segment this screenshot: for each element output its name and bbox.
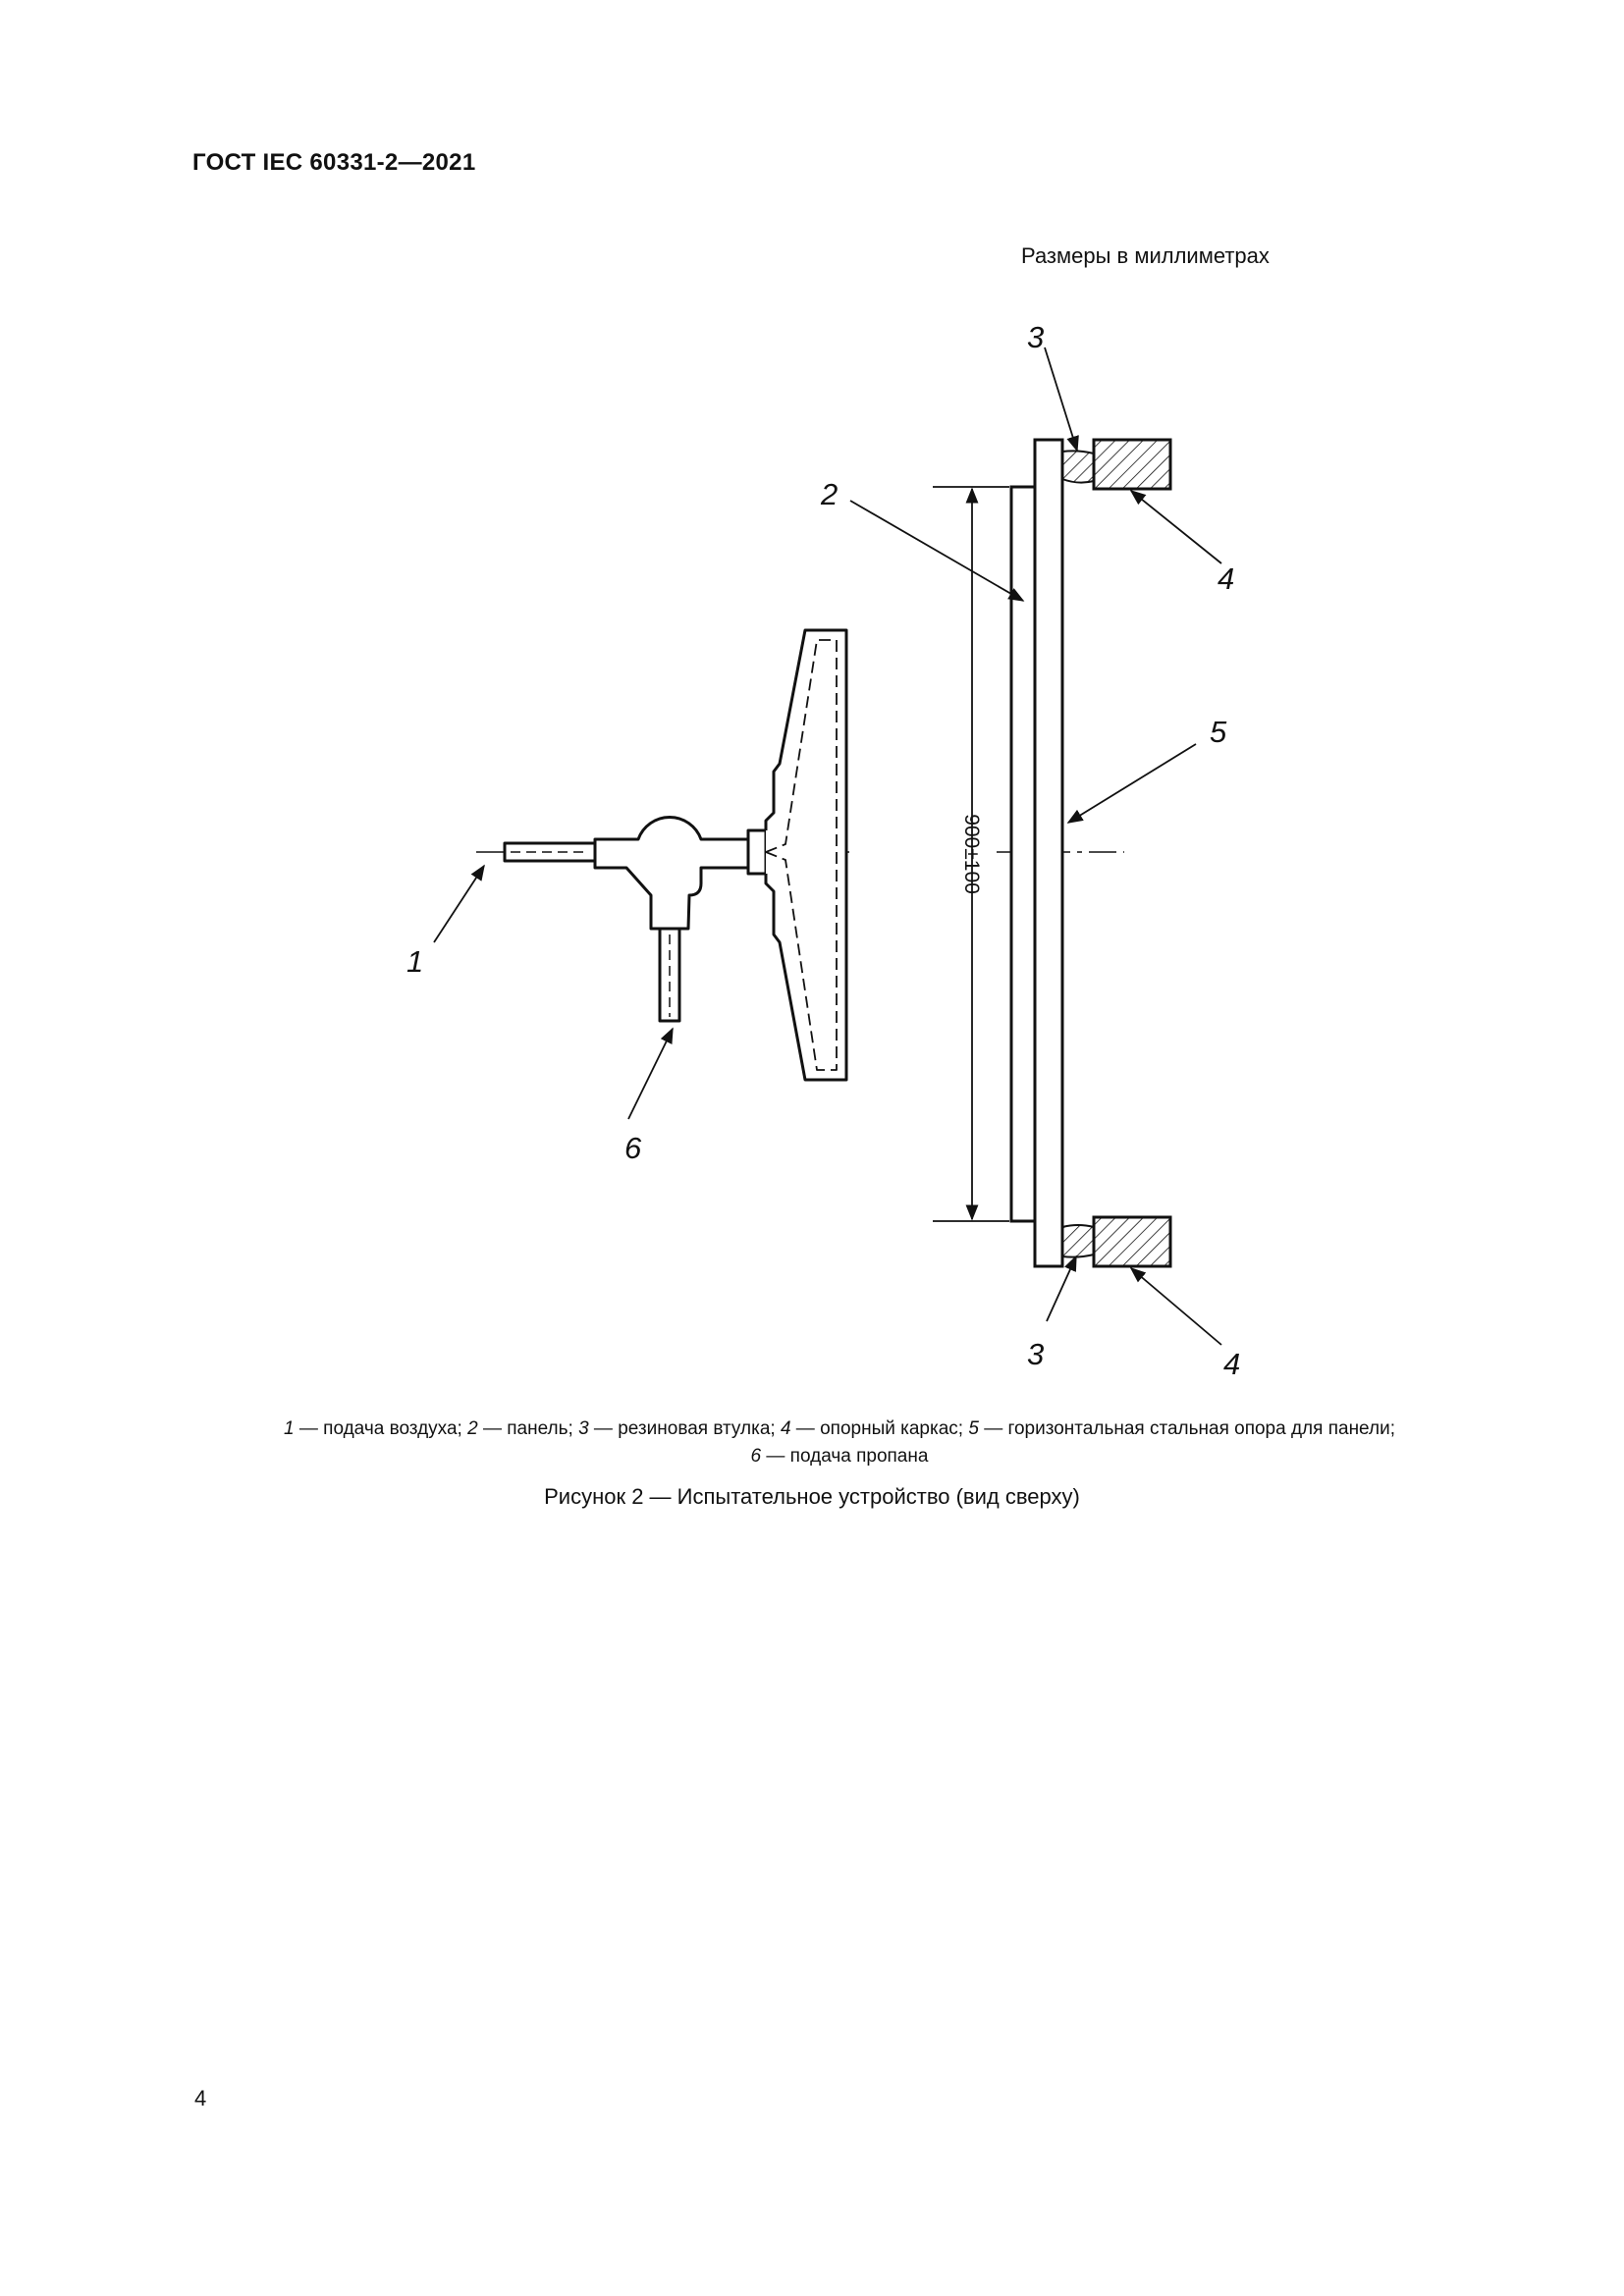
callout-3-top: 3 <box>1027 320 1045 354</box>
frame-bottom <box>1094 1217 1170 1266</box>
callout-3-bottom: 3 <box>1027 1337 1045 1371</box>
legend-item-1: 1 — подача воздуха; <box>284 1418 468 1439</box>
callout-6: 6 <box>624 1131 642 1165</box>
legend-item-4: 4 — опорный каркас; <box>780 1418 969 1439</box>
document-header: ГОСТ IEC 60331-2—2021 <box>192 149 476 176</box>
steel-support <box>1035 440 1062 1266</box>
dimension-label: 900±100 <box>960 814 983 894</box>
burner-assembly <box>505 630 846 1080</box>
dimensions-note: Размеры в миллиметрах <box>1021 243 1270 268</box>
callout-5: 5 <box>1210 715 1227 749</box>
callout-4-top: 4 <box>1218 561 1235 596</box>
panel <box>1011 487 1035 1221</box>
legend-item-5: 5 — горизонтальная стальная опора для панели; <box>968 1418 1395 1439</box>
page-number: 4 <box>194 2086 207 2110</box>
callout-4-bottom: 4 <box>1223 1347 1241 1381</box>
figure-legend <box>157 1415 1522 1470</box>
frame-top <box>1094 440 1170 489</box>
legend-item-6: 6 — подача пропана <box>750 1446 929 1467</box>
mixer-body <box>595 817 748 929</box>
bushing-bottom <box>1062 1225 1094 1257</box>
figure-caption: Рисунок 2 — Испытательное устройство (вид сверху) <box>544 1484 1080 1509</box>
legend-item-3: 3 — резиновая втулка; <box>578 1418 781 1439</box>
legend-item-2: 2 — панель; <box>467 1418 579 1439</box>
burner-neck <box>748 830 766 874</box>
bushing-top <box>1062 451 1094 482</box>
callout-1: 1 <box>406 944 424 979</box>
panel-assembly <box>1011 440 1170 1266</box>
burner-head <box>766 630 846 1080</box>
callout-2: 2 <box>821 477 839 511</box>
